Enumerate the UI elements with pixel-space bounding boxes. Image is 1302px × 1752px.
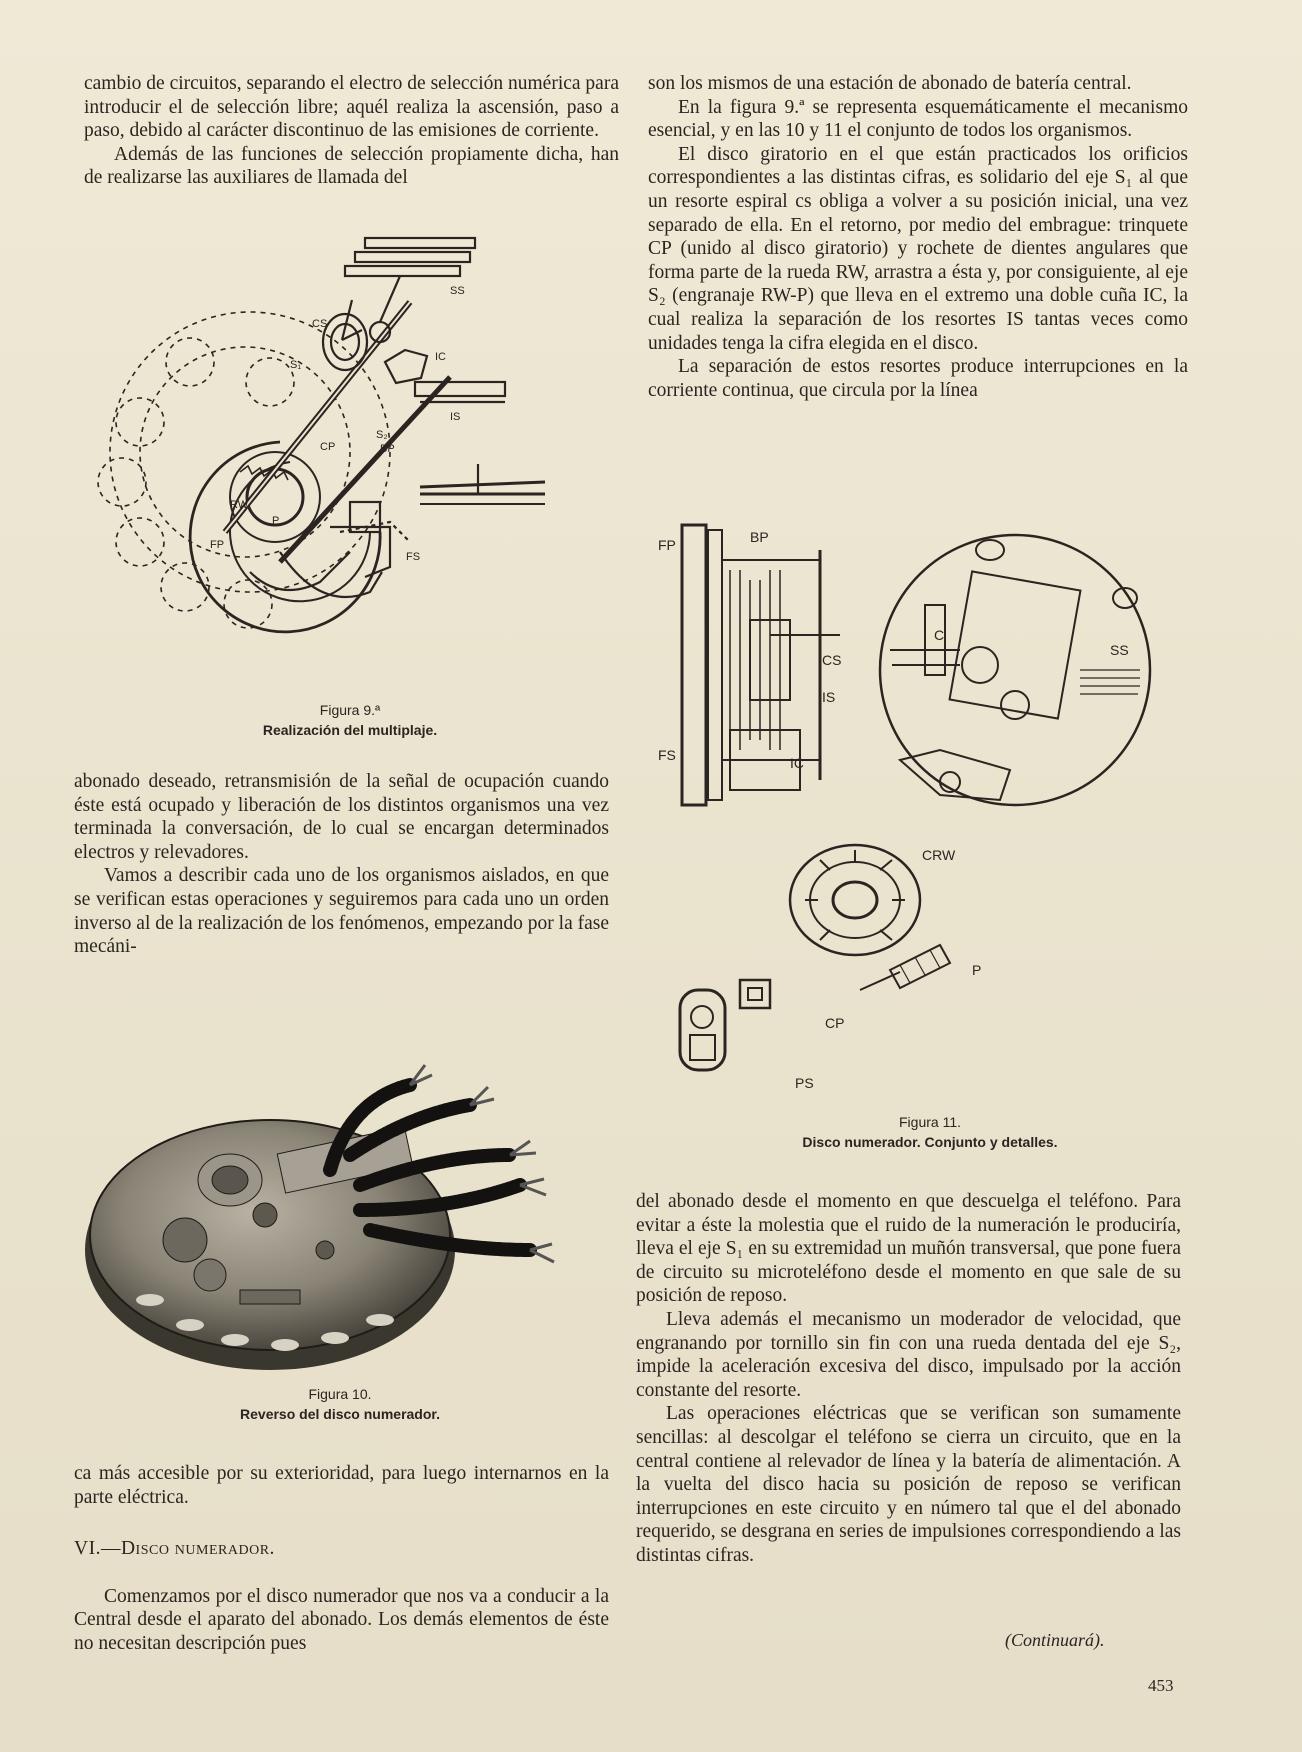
left-column-bottom [74, 1462, 609, 1656]
figure-11-number: Figura 11. [899, 1114, 961, 1130]
fig11-label-fs: FS [658, 747, 676, 763]
figure-10-number: Figura 10. [308, 1386, 372, 1402]
fig11-label-ps: PS [795, 1075, 814, 1091]
figure-9-drawing [80, 232, 620, 682]
left-paragraph-4: Vamos a describir cada uno de los organismos aislados, en que se verifican estas operaciones y seguiremos para cada uno un orden inverso al de la realización de los fenómenos, empezando por la fase mecáni- [74, 865, 609, 958]
figure-11-drawing [658, 520, 1180, 1091]
fig9-label-rw: RW [230, 499, 249, 511]
figure-10-caption [140, 1384, 540, 1424]
section-heading [74, 1537, 609, 1561]
fig9-label-bp: BP [380, 443, 395, 455]
figure-9-number: Figura 9.ª [319, 702, 381, 718]
fig11-label-is: IS [822, 689, 836, 705]
fig11-label-p: P [972, 962, 982, 978]
fig9-label-is: IS [450, 411, 461, 423]
right-paragraph-6: Lleva además el mecanismo un moderador de velocidad, que engranando por tornillo sin fin con una rueda dentada del eje S₂, impide la aceleración excesiva del disco, impulsado por la acción constante del resorte. [636, 1308, 1181, 1401]
right-paragraph-1: son los mismos de una estación de abonado de batería central. [648, 73, 1132, 94]
left-paragraph-1: cambio de circuitos, separando el electro de selección numérica para introducir el de selección libre; aquél realiza la ascensión, paso a paso, debido al carácter discontinuo de las emisiones de corriente. [84, 73, 619, 142]
right-paragraph-7: Las operaciones eléctricas que se verifican son sumamente sencillas: al descolgar el teléfono se cierra un circuito, que en la central contiene al relevador de línea y la batería de alimentación. A la vuelta del disco hacia su posición de reposo se verifican interrupciones en este circuito y en número tal que el del abonado requerido, se desgrana en series de impulsiones correspondiendo a las distintas cifras. [636, 1403, 1181, 1566]
left-paragraph-2: Además de las funciones de selección propiamente dicha, han de realizarse las auxiliares de llamada del [84, 143, 619, 189]
fig9-label-ss: SS [450, 285, 465, 297]
fig9-label-ic: IC [435, 351, 446, 363]
figure-9-caption [150, 700, 550, 740]
section-heading-text: VI.—Disco numerador. [74, 1538, 275, 1560]
fig9-label-cs: CS [312, 318, 328, 330]
fig11-label-crw: CRW [922, 847, 956, 863]
right-column-bottom [636, 1190, 1181, 1568]
fig9-label-s2: S₂ [376, 429, 388, 441]
fig11-label-cs: CS [822, 652, 842, 668]
left-paragraph-5: ca más accesible por su exterioridad, para luego internarnos en la parte eléctrica. [74, 1463, 609, 1508]
figure-9-title: Realización del multiplaje. [262, 722, 438, 738]
left-column-top [84, 72, 619, 190]
left-paragraph-6: Comenzamos por el disco numerador que nos va a conducir a la Central desde el aparato del abonado. Los demás elementos de éste no necesitan descripción pues [74, 1585, 609, 1654]
fig11-label-fp: FP [658, 537, 676, 553]
fig9-label-s1: S₁ [290, 359, 302, 371]
fig9-label-fs: FS [406, 551, 421, 563]
right-paragraph-5: del abonado desde el momento en que descuelga el teléfono. Para evitar a éste la molestia que el ruido de la numeración le produciría, lleva el eje S₁ en su extremidad un muñón transversal, que pone fuera de circuito su microteléfono desde el momento en que sale de su posición de reposo. [636, 1191, 1181, 1307]
figure-10-title: Reverso del disco numerador. [240, 1406, 440, 1422]
right-column-top [648, 72, 1188, 402]
fig9-label-cp: CP [320, 441, 336, 453]
page-number: 453 [1148, 1676, 1174, 1695]
fig11-label-ss: SS [1110, 642, 1129, 658]
fig11-label-ic: IC [790, 755, 804, 771]
fig9-label-fp: FP [210, 539, 225, 551]
figure-10-photo [90, 1000, 610, 1390]
fig9-label-p: P [272, 515, 280, 527]
right-paragraph-2: En la figura 9.ª se representa esquemáticamente el mecanismo esencial, y en las 10 y 11 el conjunto de todos los organismos. [648, 96, 1188, 142]
continued-note: (Continuará). [1005, 1630, 1105, 1650]
fig11-label-c: C [934, 627, 945, 643]
left-paragraph-3: abonado deseado, retransmisión de la señal de ocupación cuando éste está ocupado y liberación de los distintos organismos una vez terminada la conversación, de lo cual se encargan determinados electros y relevadores. [74, 771, 609, 863]
fig11-label-bp: BP [750, 529, 769, 545]
right-paragraph-3: El disco giratorio en el que están practicados los orificios correspondientes a las distintas cifras, es solidario del eje S₁ al que un resorte espiral cs obliga a volver a su posición inicial, una vez separado de ella. En el retorno, por medio del embrague: trinquete CP (unido al disco giratorio) y rochete de dientes angulares que forma parte de la rueda RW, arrastra a ésta y, por consiguiente, al eje S₂ (engranaje RW-P) que lleva en el extremo una doble cuña IC, la cual realiza la separación de los resortes IS tantas veces como unidades tenga la cifra elegida en el disco. [648, 143, 1188, 354]
figure-11-caption [720, 1112, 1140, 1152]
right-paragraph-4: La separación de estos resortes produce interrupciones en la corriente continua, que circula por la línea [648, 356, 1188, 401]
fig11-label-cp: CP [825, 1015, 845, 1031]
figure-11-title: Disco numerador. Conjunto y detalles. [802, 1134, 1058, 1150]
left-column-middle [74, 770, 609, 959]
